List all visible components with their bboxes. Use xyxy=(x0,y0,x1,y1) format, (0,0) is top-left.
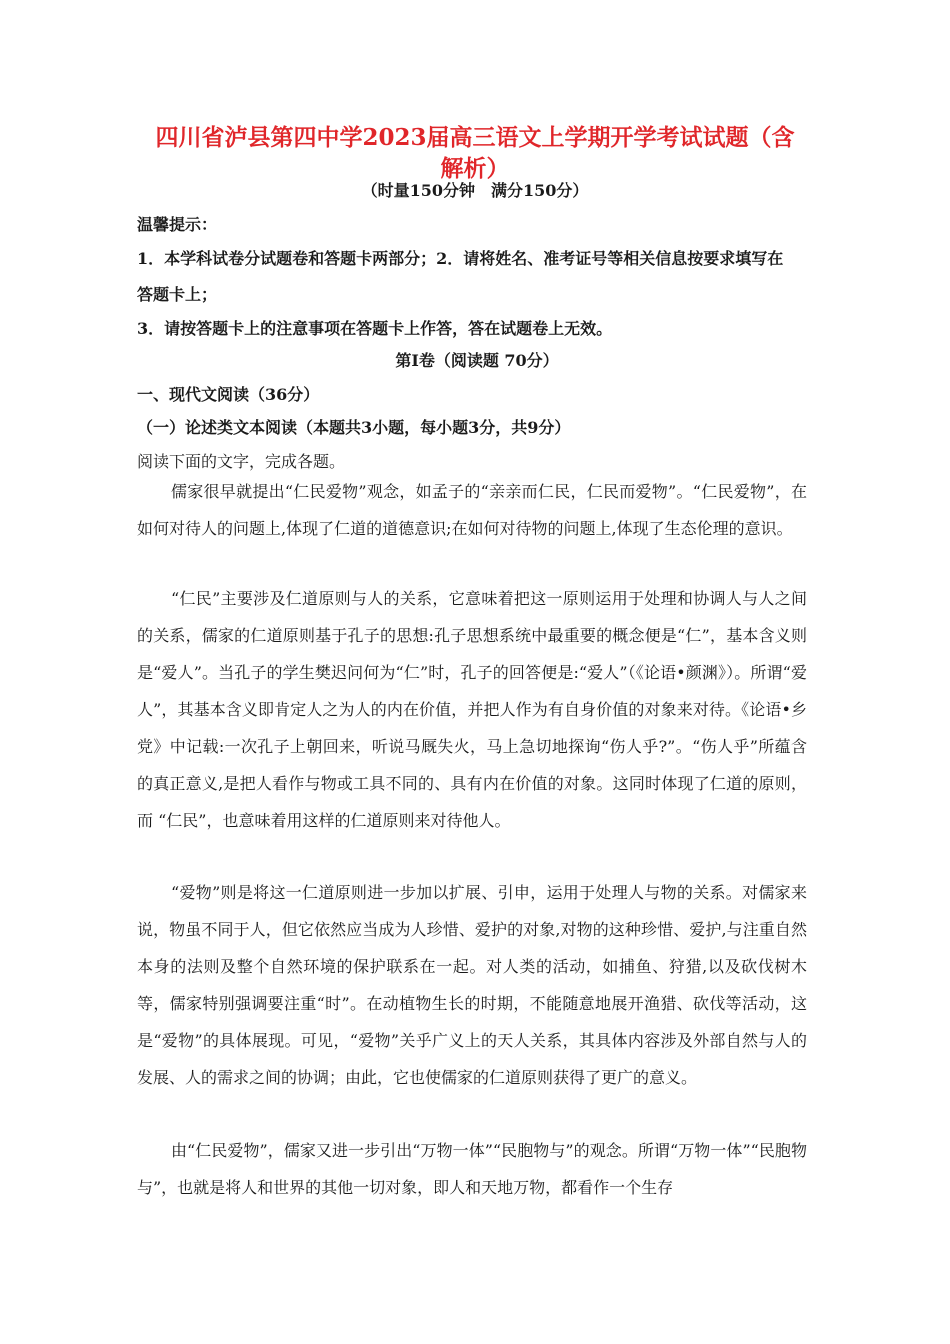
passage-paragraph-2: “仁民”主要涉及仁道原则与人的关系，它意味着把这一原则运用于处理和协调人与人之间的关系，儒家的仁道原则基于孔子的思想:孔子思想系统中最重要的概念便是“仁”，基本含义则是“爱人”。当孔子的学生樊迟问何为“仁”时，孔子的回答便是:“爱人”（《论语•颜渊》）。所谓“爱人”，其基本含义即肯定人之为人的内在价值，并把人作为有自身价值的对象来对待。《论语•乡党》中记载:一次孔子上朝回来，听说马厩失火，马上急切地探询“伤人乎?”。“伤人乎”所蕴含的真正意义,是把人看作与物或工具不同的、具有内在价值的对象。这同时体现了仁道的原则，而 “仁民”，也意味着用这样的仁道原则来对待他人。 xyxy=(137,589,807,830)
section-heading: 一、现代文阅读（36分） xyxy=(137,385,320,404)
passage-paragraph-3: “爱物”则是将这一仁道原则进一步加以扩展、引申，运用于处理人与物的关系。对儒家来说，物虽不同于人，但它依然应当成为人珍惜、爱护的对象,对物的这种珍惜、爱护,与注重自然本身的法则及整个自然环境的保护联系在一起。对人类的活动，如捕鱼、狩猎,以及砍伐树木等，儒家特别强调要注重“时”。在动植物生长的时期，不能随意地展开渔猎、砍伐等活动，这是“爱物”的具体展现。可见，“爱物”关乎广义上的天人关系，其具体内容涉及外部自然与人的发展、人的需求之间的协调；由此，它也使儒家的仁道原则获得了更广的意义。 xyxy=(137,883,807,1087)
notice-heading: 温馨提示： xyxy=(137,215,218,234)
passage-paragraph-4: 由“仁民爱物”，儒家又进一步引出“万物一体”“民胞物与”的观念。所谓“万物一体”“民胞物与”，也就是将人和世界的其他一切对象，即人和天地万物，都看作一个生存 xyxy=(137,1141,807,1197)
notice-item-1: 1．本学科试卷分试题卷和答题卡两部分；2．请将姓名、准考证号等相关信息按要求填写在 xyxy=(137,249,784,268)
notice-item-1-continued: 答题卡上； xyxy=(137,285,218,304)
part-heading: 第Ⅰ卷（阅读题 70分） xyxy=(395,351,559,370)
reading-instruction: 阅读下面的文字，完成各题。 xyxy=(137,452,346,471)
passage-paragraph-1: 儒家很早就提出“仁民爱物”观念，如孟子的“亲亲而仁民，仁民而爱物”。“仁民爱物”，在如何对待人的问题上,体现了仁道的道德意识;在如何对待物的问题上,体现了生态伦理的意识。 xyxy=(137,482,807,538)
notice-item-3: 3．请按答题卡上的注意事项在答题卡上作答，答在试题卷上无效。 xyxy=(137,319,613,338)
subsection-heading: （一）论述类文本阅读（本题共3小题，每小题3分，共9分） xyxy=(137,418,571,437)
document-title: 四川省泸县第四中学2023届高三语文上学期开学考试试题（含解析） xyxy=(155,124,795,182)
exam-time-score: （时量150分钟 满分150分） xyxy=(361,181,589,200)
